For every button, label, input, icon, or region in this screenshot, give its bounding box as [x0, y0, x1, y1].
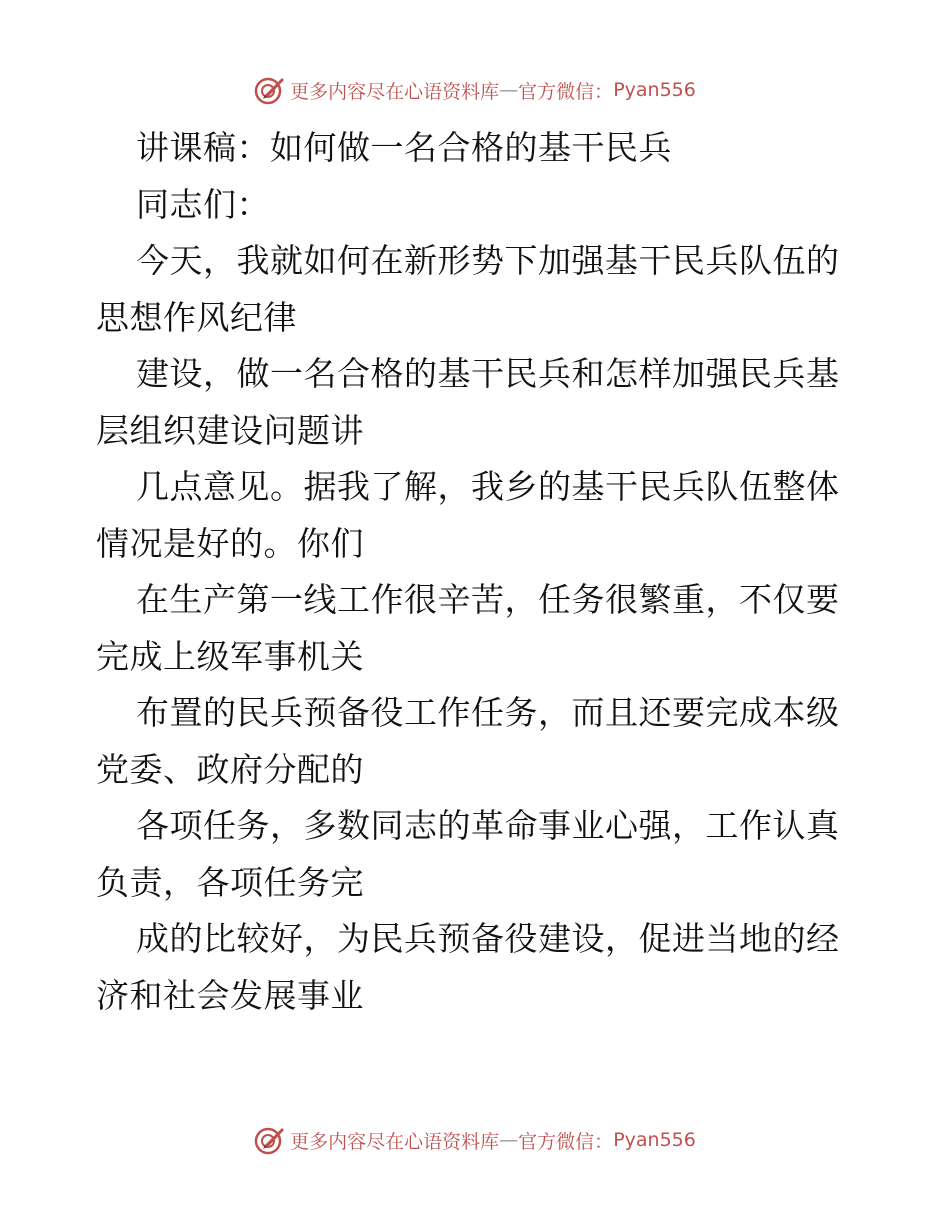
paragraph-line: 今天，我就如何在新形势下加强基干民兵队伍的 [136, 241, 840, 280]
document-title: 讲课稿：如何做一名合格的基干民兵 [136, 128, 672, 167]
header-contact-label: 官方微信： [518, 80, 614, 103]
paragraph-line: 负责，各项任务完 [96, 862, 364, 902]
salutation: 同志们： [136, 184, 270, 224]
paragraph-line: 济和社会发展事业 [96, 975, 364, 1015]
footer-wechat-id: Pyan556 [613, 1129, 696, 1151]
paragraph-line: 几点意见。据我了解，我乡的基干民兵队伍整体 [136, 467, 840, 506]
paragraph-line: 党委、政府分配的 [96, 749, 364, 789]
footer-contact-label: 官方微信： [518, 1130, 614, 1153]
paragraph-line: 建设，做一名合格的基干民兵和怎样加强民兵基 [136, 354, 840, 393]
paragraph-line: 成的比较好，为民兵预备役建设，促进当地的经 [136, 919, 840, 958]
paragraph-line: 布置的民兵预备役工作任务，而且还要完成本级 [136, 693, 840, 732]
footer-banner-text: 更多内容尽在心语资料库 [290, 1130, 500, 1153]
paragraph-line: 在生产第一线工作很辛苦，任务很繁重，不仅要 [136, 580, 840, 619]
paragraph-line: 完成上级军事机关 [96, 636, 364, 676]
paragraph-line: 层组织建设问题讲 [96, 410, 364, 450]
quill-logo-icon [254, 1124, 286, 1156]
header-separator: — [499, 79, 519, 101]
header-banner [0, 70, 950, 110]
footer-banner [0, 1120, 950, 1160]
header-wechat-id: Pyan556 [613, 79, 696, 101]
quill-logo-icon [254, 74, 286, 106]
header-banner-text: 更多内容尽在心语资料库 [290, 80, 500, 103]
paragraph-line: 情况是好的。你们 [96, 523, 364, 563]
paragraph-line: 各项任务，多数同志的革命事业心强，工作认真 [136, 806, 840, 845]
footer-separator: — [499, 1129, 519, 1151]
paragraph-line: 思想作风纪律 [96, 297, 297, 337]
document-body [96, 120, 856, 1024]
